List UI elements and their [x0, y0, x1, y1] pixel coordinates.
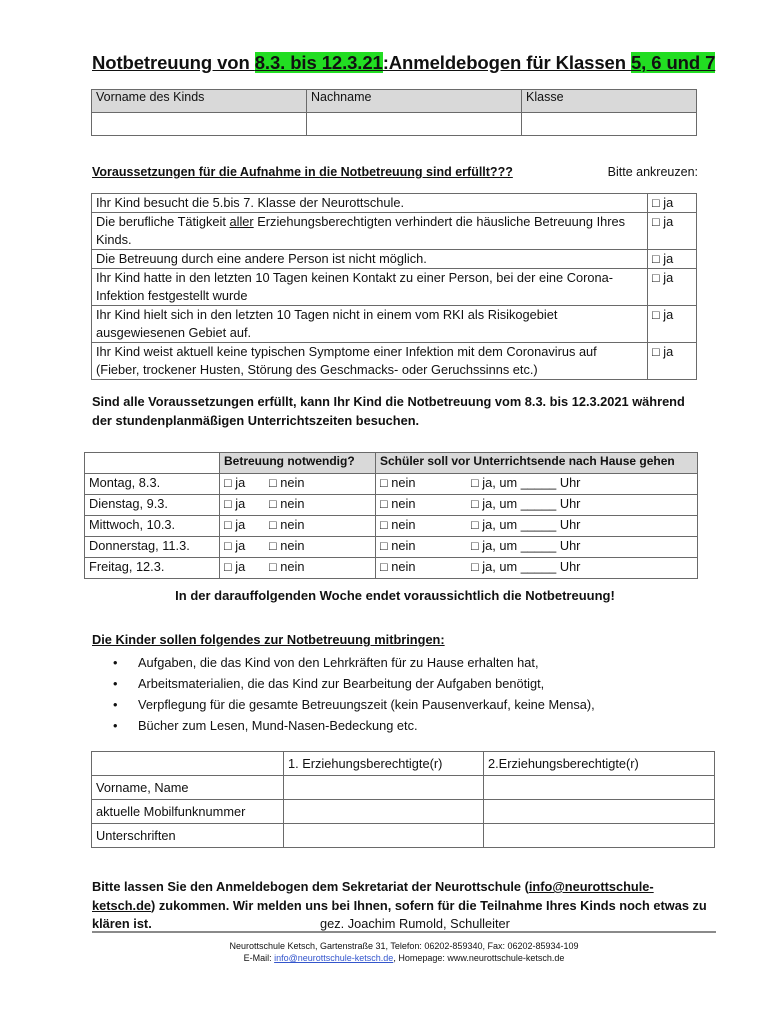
care-no-checkbox[interactable]: □ nein [269, 559, 305, 574]
requirements-heading: Voraussetzungen für die Aufnahme in die Notbetreuung sind erfüllt??? [92, 165, 513, 179]
guardian-header-1: 1. Erziehungsberechtigte(r) [284, 752, 484, 776]
go-home-cell [376, 537, 698, 558]
guardian-row-label: aktuelle Mobilfunknummer [92, 800, 284, 824]
care-needed-cell [220, 495, 376, 516]
requirement-text-part: Die Betreuung durch eine andere Person ist nicht möglich. [96, 251, 427, 266]
requirement-row [92, 250, 697, 269]
home-no-checkbox[interactable]: □ nein [380, 538, 416, 553]
go-home-cell [376, 474, 698, 495]
requirement-checkbox-ja[interactable]: □ ja [648, 269, 697, 306]
guardian-1-field[interactable] [284, 800, 484, 824]
requirement-row [92, 343, 697, 380]
header-last-name: Nachname [307, 90, 522, 113]
schedule-day: Freitag, 12.3. [85, 558, 220, 579]
requirement-row [92, 306, 697, 343]
care-yes-checkbox[interactable]: □ ja [224, 475, 246, 490]
guardian-header-2: 2.Erziehungsberechtigte(r) [484, 752, 715, 776]
title-dates-highlight: 8.3. bis 12.3.21 [254, 52, 383, 73]
home-yes-time-checkbox[interactable]: □ ja, um _____ Uhr [471, 496, 581, 511]
requirements-instruction: Bitte ankreuzen: [607, 165, 698, 179]
care-yes-checkbox[interactable]: □ ja [224, 517, 246, 532]
requirement-checkbox-ja[interactable]: □ ja [648, 343, 697, 380]
schedule-day: Montag, 8.3. [85, 474, 220, 495]
care-needed-cell [220, 474, 376, 495]
guardian-2-field[interactable] [484, 800, 715, 824]
bring-heading: Die Kinder sollen folgendes zur Notbetreuung mitbringen: [92, 632, 445, 647]
requirement-text [92, 250, 648, 269]
schedule-day: Dienstag, 9.3. [85, 495, 220, 516]
go-home-cell [376, 558, 698, 579]
care-yes-checkbox[interactable]: □ ja [224, 559, 246, 574]
requirement-checkbox-ja[interactable]: □ ja [648, 194, 697, 213]
care-needed-cell [220, 516, 376, 537]
class-field[interactable] [522, 113, 697, 136]
guardian-header-empty [92, 752, 284, 776]
bring-item: • Bücher zum Lesen, Mund-Nasen-Bedeckung etc. [138, 715, 595, 736]
page-title [92, 52, 722, 74]
next-week-note: In der darauffolgenden Woche endet voraussichtlich die Notbetreuung! [175, 588, 615, 603]
requirement-text [92, 306, 648, 343]
schedule-row [85, 516, 698, 537]
requirement-row [92, 213, 697, 250]
school-address [92, 940, 716, 964]
homepage-text: , Homepage: www.neurottschule-ketsch.de [393, 953, 565, 963]
schedule-row [85, 495, 698, 516]
requirement-text [92, 343, 648, 380]
care-no-checkbox[interactable]: □ nein [269, 538, 305, 553]
care-no-checkbox[interactable]: □ nein [269, 475, 305, 490]
guardian-2-field[interactable] [484, 824, 715, 848]
care-yes-checkbox[interactable]: □ ja [224, 496, 246, 511]
header-empty [85, 453, 220, 474]
requirement-text-underlined: aller [229, 214, 254, 229]
header-first-name: Vorname des Kinds [92, 90, 307, 113]
guardian-row [92, 776, 715, 800]
schedule-row [85, 537, 698, 558]
header-care-needed: Betreuung notwendig? [220, 453, 376, 474]
requirement-text [92, 213, 648, 250]
care-yes-checkbox[interactable]: □ ja [224, 538, 246, 553]
home-no-checkbox[interactable]: □ nein [380, 475, 416, 490]
schedule-day: Mittwoch, 10.3. [85, 516, 220, 537]
title-middle: :Anmeldebogen für Klassen [382, 52, 631, 73]
last-name-field[interactable] [307, 113, 522, 136]
address-line: Neurottschule Ketsch, Gartenstraße 31, Telefon: 06202-859340, Fax: 06202-85934-109 [229, 941, 579, 951]
contact-line [92, 952, 716, 964]
home-yes-time-checkbox[interactable]: □ ja, um _____ Uhr [471, 475, 581, 490]
requirement-text [92, 269, 648, 306]
header-go-home: Schüler soll vor Unterrichtsende nach Hause gehen [376, 453, 698, 474]
guardian-1-field[interactable] [284, 776, 484, 800]
requirement-row [92, 269, 697, 306]
email-label: E-Mail: [243, 953, 275, 963]
care-needed-cell [220, 537, 376, 558]
bring-item: • Arbeitsmaterialien, die das Kind zur Bearbeitung der Aufgaben benötigt, [138, 673, 595, 694]
guardian-row [92, 800, 715, 824]
title-classes-highlight: 5, 6 und 7 [630, 52, 716, 73]
title-prefix: Notbetreuung von [92, 52, 255, 73]
attendance-note: Sind alle Voraussetzungen erfüllt, kann Ihr Kind die Notbetreuung vom 8.3. bis 12.3.2021 während der stundenplanmäßigen Unterrichtszeiten besuchen. [92, 394, 685, 428]
student-table [91, 89, 697, 136]
requirement-text-part: Ihr Kind hatte in den letzten 10 Tagen keinen Kontakt zu einer Person, bei der eine Corona-Infektion festgestellt wurde [96, 270, 613, 303]
home-no-checkbox[interactable]: □ nein [380, 559, 416, 574]
guardian-2-field[interactable] [484, 776, 715, 800]
requirement-text-part: Erziehungsberechtigten verhindert die häusliche Betreuung Ihres Kinds. [96, 214, 626, 247]
closing-note [92, 878, 712, 934]
home-yes-time-checkbox[interactable]: □ ja, um _____ Uhr [471, 559, 581, 574]
requirement-text-part: Ihr Kind weist aktuell keine typischen Symptome einer Infektion mit dem Coronavirus auf (Fieber, trockener Husten, Störung des Geschmacks- oder Geruchssinns etc.) [96, 344, 597, 377]
requirements-table [91, 193, 697, 380]
schedule-row [85, 558, 698, 579]
requirement-text-part: Die berufliche Tätigkeit [96, 214, 230, 229]
requirement-checkbox-ja[interactable]: □ ja [648, 306, 697, 343]
guardian-row-label: Unterschriften [92, 824, 284, 848]
footer-divider [92, 931, 716, 933]
schedule-table [84, 452, 698, 579]
guardian-table [91, 751, 715, 848]
requirement-text-part: Ihr Kind hielt sich in den letzten 10 Tagen nicht in einem vom RKI als Risikogebiet ausgewiesenen Gebiet auf. [96, 307, 558, 340]
requirement-text [92, 194, 648, 213]
requirement-checkbox-ja[interactable]: □ ja [648, 213, 697, 250]
closing-email-link[interactable]: info@neurottschule-ketsch.de [92, 879, 654, 913]
requirement-text-part: Ihr Kind besucht die 5.bis 7. Klasse der Neurottschule. [96, 195, 405, 210]
go-home-cell [376, 495, 698, 516]
footer-email-link[interactable]: info@neurottschule-ketsch.de [274, 953, 394, 963]
bring-item: • Aufgaben, die das Kind von den Lehrkräften für zu Hause erhalten hat, [138, 652, 595, 673]
first-name-field[interactable] [92, 113, 307, 136]
go-home-cell [376, 516, 698, 537]
guardian-1-field[interactable] [284, 824, 484, 848]
guardian-row-label: Vorname, Name [92, 776, 284, 800]
schedule-day: Donnerstag, 11.3. [85, 537, 220, 558]
care-no-checkbox[interactable]: □ nein [269, 517, 305, 532]
closing-part2: ) zukommen. Wir melden uns bei Ihnen, sofern für die Teilnahme Ihres Kinds noch etwas zu klären ist. [92, 897, 707, 931]
home-yes-time-checkbox[interactable]: □ ja, um _____ Uhr [471, 517, 581, 532]
schedule-row [85, 474, 698, 495]
closing-part1: Bitte lassen Sie den Anmeldebogen dem Sekretariat der Neurottschule ( [92, 879, 529, 894]
bring-list [92, 652, 595, 736]
care-needed-cell [220, 558, 376, 579]
guardian-row [92, 824, 715, 848]
header-class: Klasse [522, 90, 697, 113]
bring-item: • Verpflegung für die gesamte Betreuungszeit (kein Pausenverkauf, keine Mensa), [138, 694, 595, 715]
home-no-checkbox[interactable]: □ nein [380, 496, 416, 511]
care-no-checkbox[interactable]: □ nein [269, 496, 305, 511]
home-yes-time-checkbox[interactable]: □ ja, um _____ Uhr [471, 538, 581, 553]
requirement-row [92, 194, 697, 213]
requirements-heading-row [92, 165, 698, 179]
home-no-checkbox[interactable]: □ nein [380, 517, 416, 532]
signature: gez. Joachim Rumold, Schulleiter [320, 916, 510, 931]
requirement-checkbox-ja[interactable]: □ ja [648, 250, 697, 269]
